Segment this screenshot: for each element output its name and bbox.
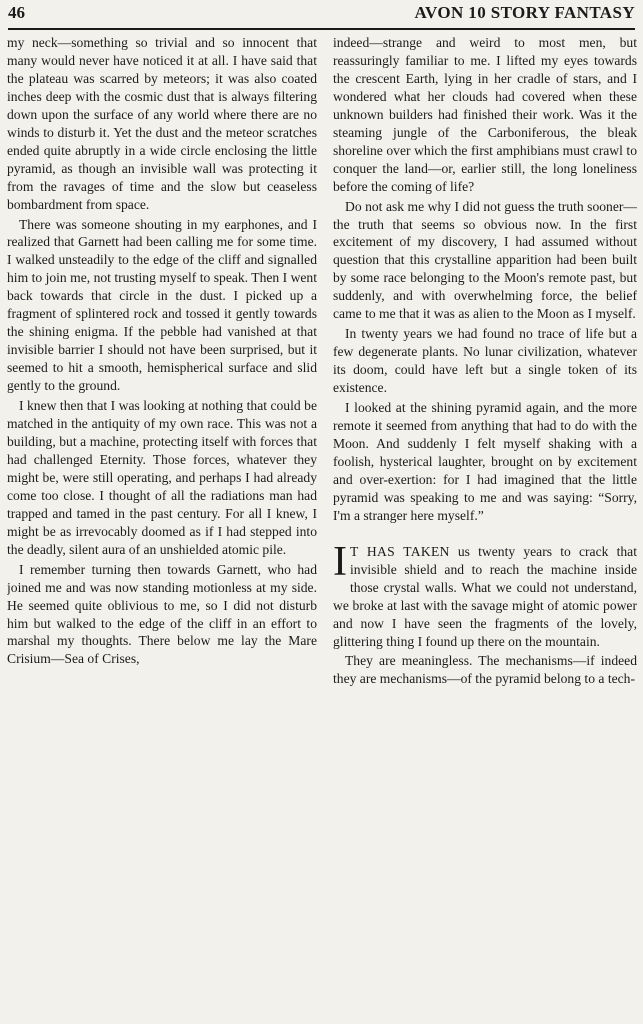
drop-cap: I — [333, 538, 347, 585]
left-column — [7, 34, 317, 1024]
right-column — [333, 34, 637, 1024]
running-title: AVON 10 STORY FANTASY — [414, 3, 635, 22]
story-paragraph: I looked at the shining pyramid again, and the more remote it seemed from anything that had to do with the Moon. And suddenly I felt myself shaking with a foolish, hysterical laughter, brought on by excitement and over-exertion: for I had imagined that the little pyramid was speaking to me and was saying: “Sorry, I'm a stranger here myself.” — [333, 400, 637, 523]
story-paragraph: In twenty years we had found no trace of life but a few degenerate plants. No lunar civilization, whatever its doom, could have left but a single token of its existence. — [333, 326, 637, 396]
page-header — [8, 2, 635, 30]
story-paragraph: I remember turning then towards Garnett, who had joined me and was now standing motionless at my side. He seemed quite oblivious to me, so I did not disturb him but walked to the edge of the cliff in an effort to marshal my thoughts. There below me lay the Mare Crisium—Sea of Crises, — [7, 561, 317, 667]
story-paragraph: Do not ask me why I did not guess the truth sooner—the truth that seems so obvious now. In the first excitement of my discovery, I had assumed without question that this crystalline apparition had been built by some race belonging to the Moon's remote past, but suddenly, and with overwhelming force, the belief came to me that it was as alien to the Moon as I myself. — [333, 198, 637, 322]
story-paragraph: There was someone shouting in my earphones, and I realized that Garnett had been calling me for some time. I walked unsteadily to the edge of the cliff and signalled him to join me, not trusting myself to speak. Then I went back towards that circle in the dust. I picked up a fragment of splintered rock and tossed it gently towards the shining enigma. If the pebble had vanished at that invisible barrier I should not have been surprised, but it seemed to hit a smooth, hemispherical surface and slid gently to the ground. — [7, 216, 317, 394]
section-break — [333, 527, 637, 543]
section-opening-text: us twenty years to crack that invisible shield and to reach the machine inside those crystal walls. What we could not understand, we broke at last with the savage might of atomic power and now I have seen the fragments of the lovely, glittering thing I found up there on the mountain. — [333, 543, 637, 649]
story-paragraph: I knew then that I was looking at nothing that could be matched in the antiquity of my own race. This was not a building, but a machine, protecting itself with forces that had challenged Eternity. Those forces, whatever they might be, were still operating, and perhaps I had already come too close. I thought of all the radiations man had trapped and tamed in the past century. For all I knew, I might be as irrevocably doomed as if I had stepped into the deadly, silent aura of an unshielded atomic pile. — [7, 398, 317, 557]
story-paragraph: my neck—something so trivial and so innocent that many would never have noticed it at all. I have said that the plateau was scarred by meteors; it was also coated inches deep with the cosmic dust that is always filtering down upon the surface of any world where there are no winds to disturb it. Yet the dust and the meteor scratches ended quite abruptly in a wide circle enclosing the little pyramid, as though an invisible wall was protecting it from the ravages of time and the slow but ceaseless bombardment from space. — [7, 35, 317, 212]
lead-in: T HAS TAKEN — [350, 543, 450, 559]
story-paragraph: They are meaningless. The mechanisms—if indeed they are mechanisms—of the pyramid belong to a tech- — [333, 653, 637, 687]
section-opening-paragraph — [333, 538, 637, 651]
story-paragraph: indeed—strange and weird to most men, but reassuringly familiar to me. I lifted my eyes towards the crescent Earth, lying in her cradle of stars, and I wondered what her clouds had covered when these unknown builders had finished their work. Was it the steaming jungle of the Carboniferous, the bleak shoreline over which the first amphibians must crawl to conquer the land—or, earlier still, the long loneliness before the coming of life? — [333, 35, 637, 194]
page-number: 46 — [8, 3, 25, 22]
